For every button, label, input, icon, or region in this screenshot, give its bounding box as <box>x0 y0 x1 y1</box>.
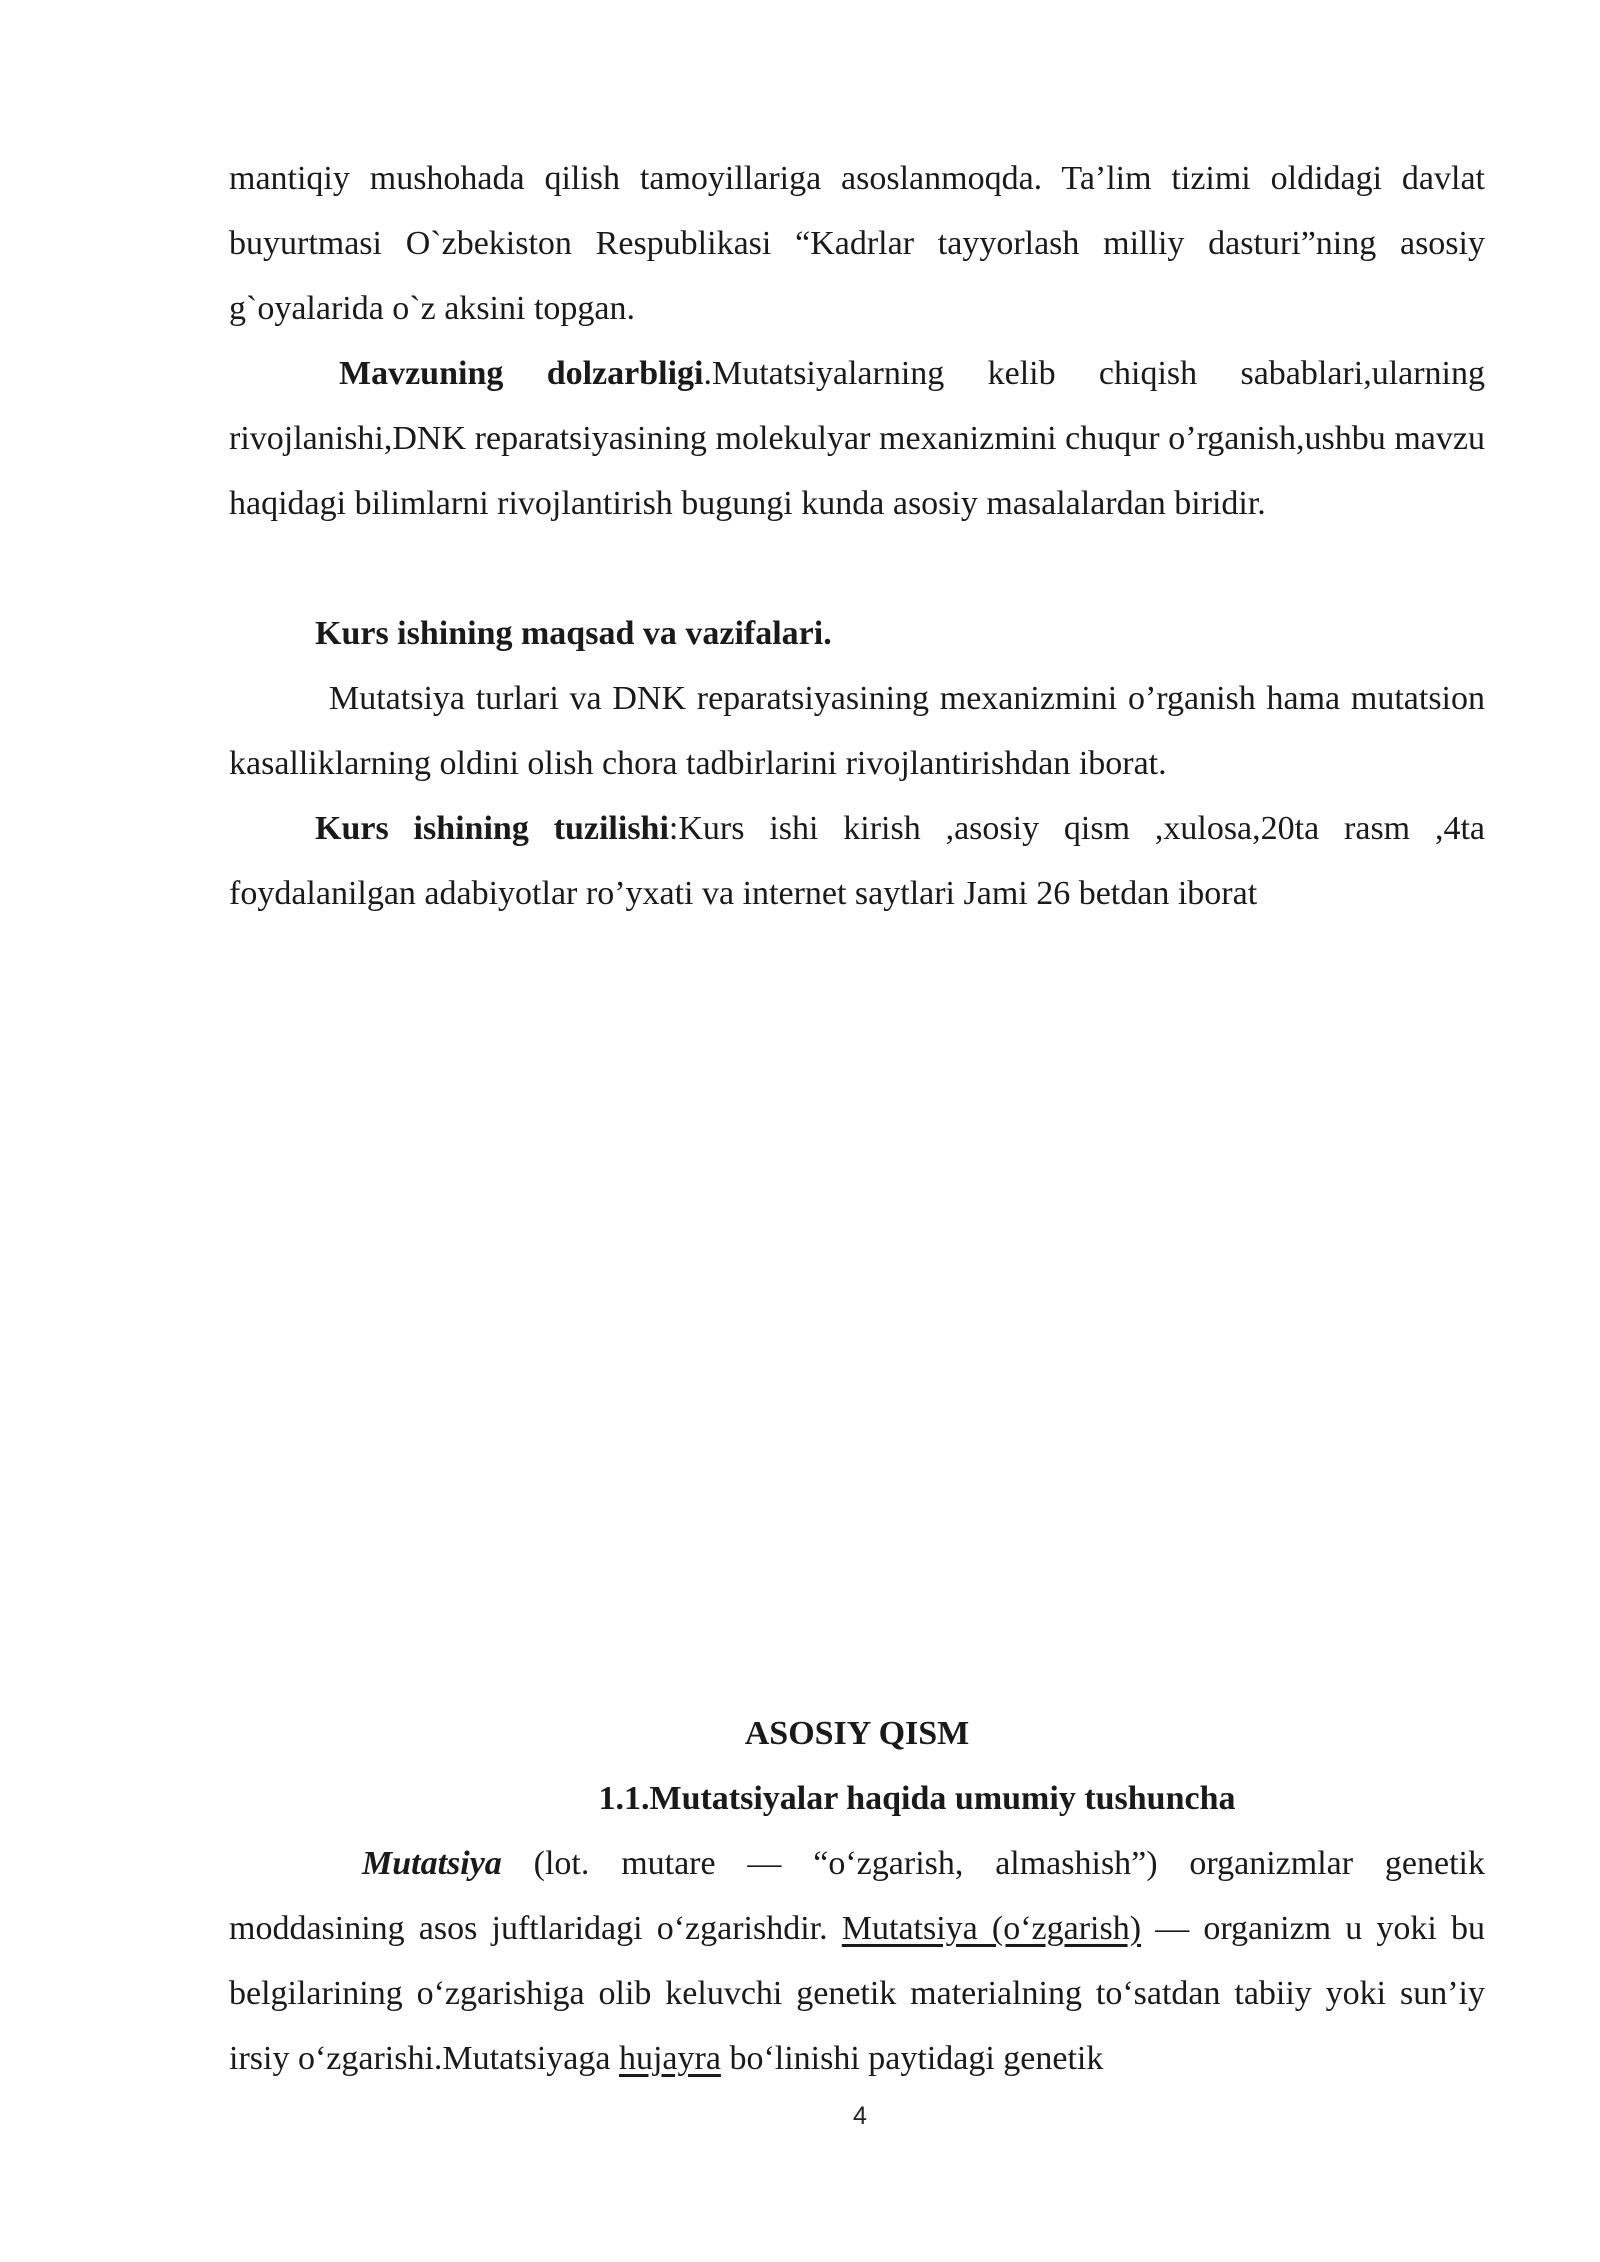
definition-term: Mutatsiya <box>362 1845 502 1882</box>
link-mutatsiya[interactable]: Mutatsiya (o‘zgarish) <box>841 1910 1142 1947</box>
goals-heading: Kurs ishining maqsad va vazifalari. <box>315 615 832 652</box>
relevance-heading: Mavzuning dolzarbligi <box>339 355 704 392</box>
paragraph-text: mantiqiy mushohada qilish tamoyillariga asoslanmoqda. Ta’lim tizimi oldidagi davlat buyurtmasi O`zbekiston Respublikasi “Kadrlar tayyorlash milliy dasturi”ning asosiy g`oyalarida o`z aksini topgan. <box>229 160 1485 327</box>
section-subtitle: 1.1.Mutatsiyalar haqida umumiy tushuncha <box>598 1780 1236 1817</box>
paragraph-relevance <box>229 341 1485 536</box>
structure-text: :Kurs ishi kirish ,asosiy qism ,xulosa,20ta rasm ,4ta foydalanilgan adabiyotlar ro’yxati va internet saytlari Jami 26 betdan iborat <box>229 810 1485 912</box>
definition-text-2: — organizm u yoki bu belgilarining o‘zgarishiga olib keluvchi genetik materialning to‘satdan tabiiy yoki sun’iy irsiy o‘zgarishi.Mutatsiyaga <box>229 1910 1486 2077</box>
paragraph-definition <box>229 1831 1485 2091</box>
structure-heading: Kurs ishining tuzilishi <box>315 810 669 847</box>
paragraph-structure <box>229 796 1485 926</box>
relevance-text: .Mutatsiyalarning kelib chiqish sabablari,ularning rivojlanishi,DNK reparatsiyasining molekulyar mexanizmini chuqur o’rganish,ushbu mavzu haqidagi bilimlarni rivojlantirish bugungi kunda asosiy masalalardan biridir. <box>229 355 1486 522</box>
page-number: 4 <box>853 2102 867 2130</box>
paragraph-continuation <box>229 146 1485 341</box>
link-hujayra[interactable]: hujayra <box>618 2040 721 2077</box>
section-title: ASOSIY QISM <box>744 1715 970 1752</box>
goals-text: Mutatsiya turlari va DNK reparatsiyasining mexanizmini o’rganish hama mutatsion kasalliklarning oldini olish chora tadbirlarini rivojlantirishdan iborat. <box>229 680 1485 782</box>
definition-text-3: bo‘linishi paytidagi genetik <box>720 2040 1104 2077</box>
paragraph-goals-text <box>229 666 1485 796</box>
paragraph-goals-heading <box>229 601 1485 666</box>
definition-text-1: (lot. mutare — “o‘zgarish, almashish”) organizmlar genetik moddasining asos juftlaridagi o‘zgarishdir. <box>229 1845 1485 1947</box>
